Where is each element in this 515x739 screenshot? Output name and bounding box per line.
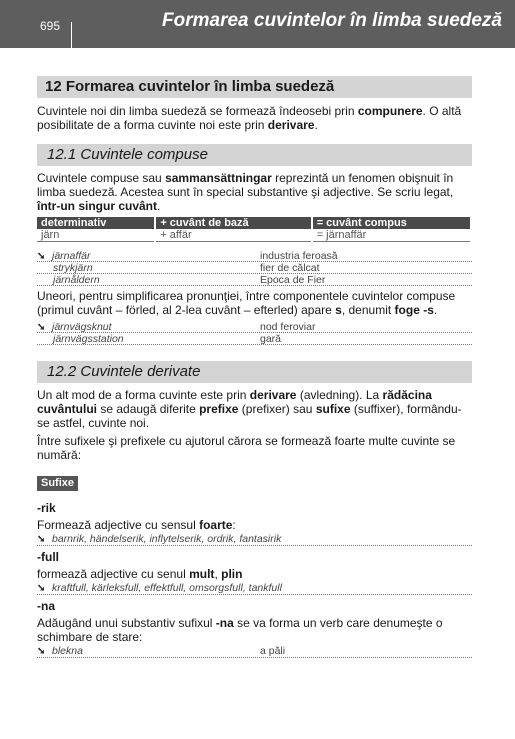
list-item: järnåldern Epoca de Fier bbox=[37, 274, 472, 286]
derived-paragraph-2: Între sufixele şi prefixele cu ajutorul cărora se formează foarte multe cuvinte se numără: bbox=[37, 434, 456, 462]
section-heading-derived: 12.2 Cuvintele derivate bbox=[37, 361, 472, 383]
suffix-example: ➘ kraftfull, kärleksfull, effektfull, omsorgsfull, tankfull bbox=[37, 582, 472, 595]
table-header: + cuvânt de bază bbox=[155, 217, 311, 229]
arrow-icon: ➘ bbox=[37, 534, 46, 545]
page-number: 695 bbox=[40, 19, 61, 33]
compound-examples bbox=[37, 250, 472, 286]
running-title: Formarea cuvintelor în limba suedeză bbox=[162, 10, 502, 31]
arrow-icon: ➘ bbox=[37, 251, 46, 262]
suffix-example: ➘ blekna a păli bbox=[37, 645, 472, 658]
table-header: determinativ bbox=[37, 217, 155, 229]
derived-paragraph: Un alt mod de a forma cuvinte este prin derivare (avledning). La rădăcina cuvântului se adaugă diferite prefixe (prefixer) sau sufixe (suffixer), formându-se astfel, cuvinte noi. bbox=[37, 388, 462, 430]
suffix-example: ➘ barnrik, händelserik, inflytelserik, ordrik, fantasirik bbox=[37, 533, 472, 546]
suffix-title: -rik bbox=[37, 501, 56, 515]
compound-paragraph: Cuvintele compuse sau sammansättningar reprezintă un fenomen obişnuit în limba suedeză. Acestea sunt în special substantive şi adjective. Se scriu legat, într-un singur cuvânt. bbox=[37, 171, 454, 213]
list-item: järnvägsstation gară bbox=[37, 333, 472, 345]
list-item: ➘ järnvägsknut nod feroviar bbox=[37, 321, 472, 333]
suffix-description: formează adjective cu senul mult, plin bbox=[37, 567, 243, 581]
suffix-title: -full bbox=[37, 550, 59, 564]
page-header bbox=[0, 0, 515, 48]
list-item: ➘ järnaffär industria feroasă bbox=[37, 250, 472, 262]
chapter-intro: Cuvintele noi din limba suedeză se formează îndeosebi prin compunere. O altă posibilitate de a forma cuvinte noi este prin derivare. bbox=[37, 104, 462, 132]
suffix-description: Formează adjective cu sensul foarte: bbox=[37, 518, 236, 532]
table-header: = cuvânt compus bbox=[312, 217, 471, 229]
fogé-paragraph: Uneori, pentru simplificarea pronunţiei, între componentele cuvintelor compuse (primul cuvânt – förled, al 2-lea cuvânt – efterled) apare s, denumit foge -s. bbox=[37, 289, 456, 317]
compound-table bbox=[37, 217, 472, 242]
table-row: järn + affär = järnaffär bbox=[37, 229, 471, 242]
suffix-title: -na bbox=[37, 599, 55, 613]
section-heading-compound: 12.1 Cuvintele compuse bbox=[37, 144, 472, 166]
arrow-icon: ➘ bbox=[37, 646, 46, 657]
suffix-label: Sufixe bbox=[37, 476, 78, 491]
header-divider bbox=[71, 22, 72, 48]
fogé-examples bbox=[37, 321, 472, 345]
chapter-heading: 12 Formarea cuvintelor în limba suedeză bbox=[37, 76, 472, 98]
list-item: strykjärn fier de călcat bbox=[37, 262, 472, 274]
arrow-icon: ➘ bbox=[37, 322, 46, 333]
page-content bbox=[37, 76, 472, 662]
arrow-icon: ➘ bbox=[37, 583, 46, 594]
suffix-description: Adăugând unui substantiv sufixul -na se va forma un verb care denumeşte o schimbare de stare: bbox=[37, 616, 443, 644]
